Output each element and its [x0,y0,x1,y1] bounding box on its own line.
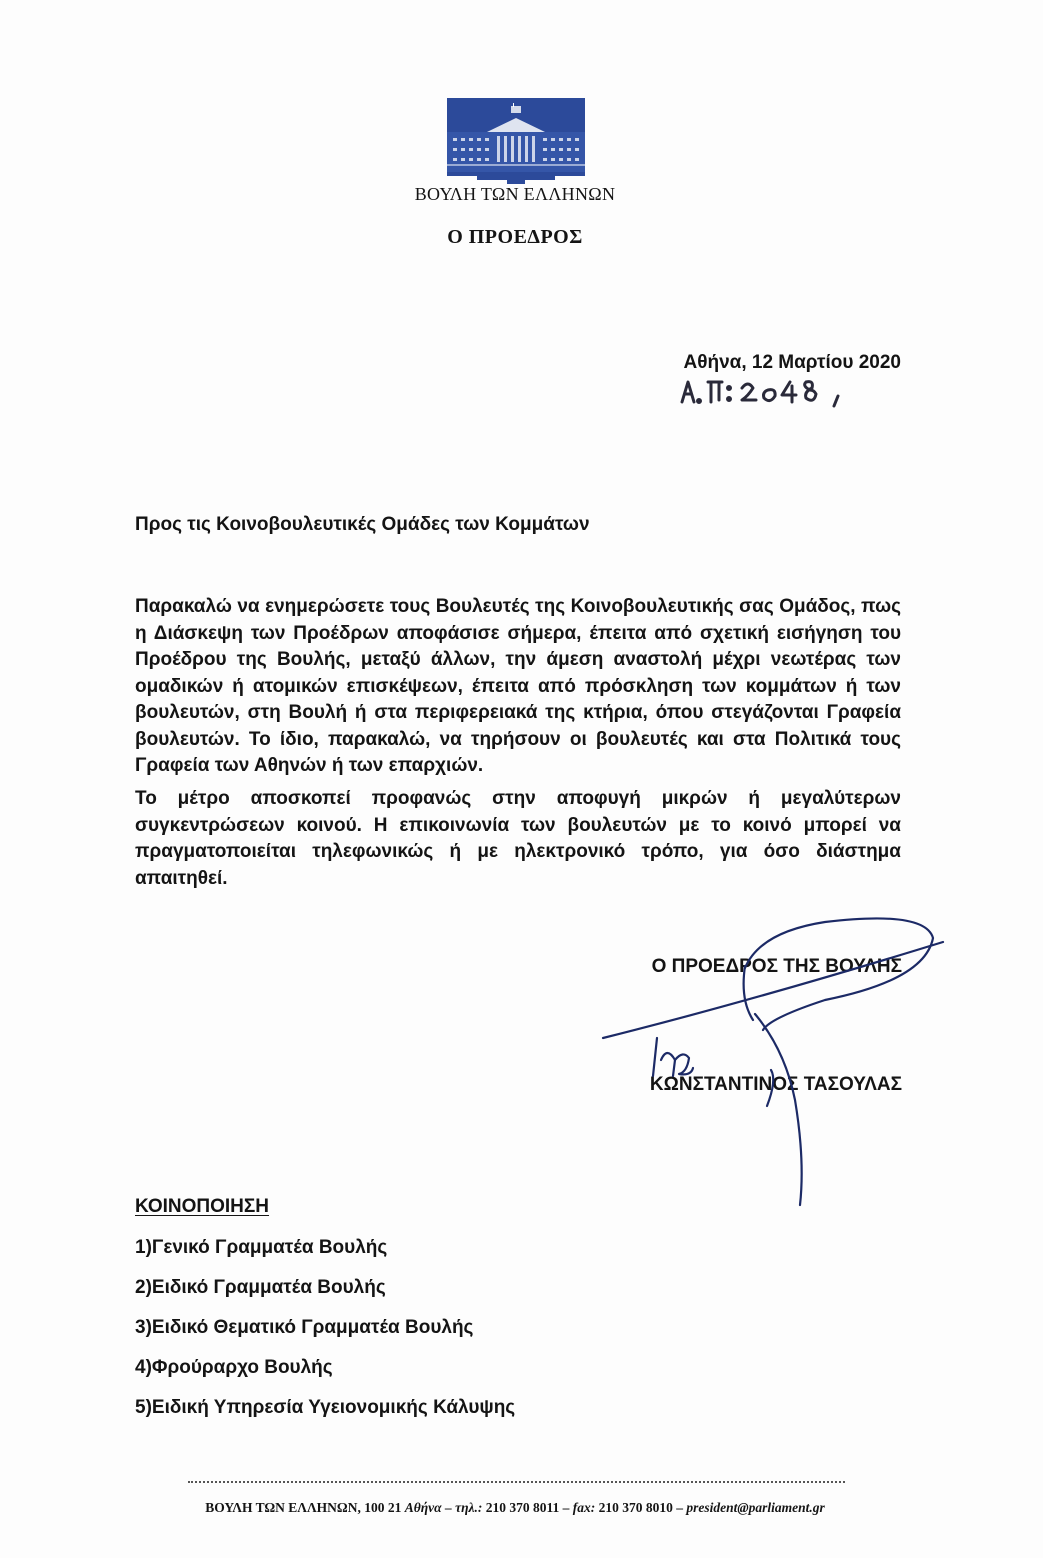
footer-city: Αθήνα – τηλ.: [404,1500,483,1515]
date-line: Αθήνα, 12 Μαρτίου 2020 [683,352,901,373]
footer-phone: 210 370 8011 – [482,1500,573,1515]
recipient-line: Προς τις Κοινοβουλευτικές Ομάδες των Κομμάτων [135,514,590,535]
list-item: 2)Ειδικό Γραμματέα Βουλής [135,1277,386,1298]
footer-contact [0,1500,1030,1516]
footer-divider [188,1481,845,1483]
organization-name: ΒΟΥΛΗ ΤΩΝ ΕΛΛΗΝΩΝ [414,184,616,204]
office-title: Ο ΠΡΟΕΔΡΟΣ [447,226,583,248]
list-item: 5)Ειδική Υπηρεσία Υγειονομικής Κάλυψης [135,1397,516,1418]
signatory-name: ΚΩΝΣΤΑΝΤΙΝΟΣ ΤΑΣΟΥΛΑΣ [649,1074,902,1095]
footer-address: ΒΟΥΛΗ ΤΩΝ ΕΛΛΗΝΩΝ, 100 21 [205,1500,405,1515]
cc-heading: ΚΟΙΝΟΠΟΙΗΣΗ [135,1196,270,1217]
list-item: 1)Γενικό Γραμματέα Βουλής [135,1237,388,1258]
signatory-title: Ο ΠΡΟΕΔΡΟΣ ΤΗΣ ΒΟΥΛΗΣ [651,956,902,977]
list-item: 3)Ειδικό Θεματικό Γραμματέα Βουλής [135,1317,474,1338]
list-item: 4)Φρούραρχο Βουλής [135,1357,333,1378]
footer-fax: 210 370 8010 – [595,1500,687,1515]
handwritten-protocol-number [678,374,858,410]
parliament-logo-icon [447,98,585,184]
footer-fax-label: fax: [572,1500,596,1515]
footer-email: president@parliament.gr [686,1500,825,1515]
body-paragraph-2: Το μέτρο αποσκοπεί προφανώς στην αποφυγή μικρών ή μεγαλύτερων συγκεντρώσεων κοινού. Η επικοινωνία των βουλευτών με το κοινό μπορεί να πραγματοποιείται τηλεφωνικώς ή με ηλεκτρονικό τρόπο, για όσο διάστημα απαιτηθεί. [135,788,901,889]
handwritten-signature-icon [595,910,950,1210]
body-paragraph-1: Παρακαλώ να ενημερώσετε τους Βουλευτές της Κοινοβουλευτικής σας Ομάδος, πως η Διάσκεψη των Προέδρων αποφάσισε σήμερα, έπειτα από σχετική εισήγηση του Προέδρου της Βουλής, μεταξύ άλλων, την άμεση αναστολή μέχρι νεωτέρας των ομαδικών ή ατομικών επισκέψεων, έπειτα από πρόσκληση των κομμάτων ή των βουλευτών, στη Βουλή ή στα περιφερειακά της κτήρια, όπου στεγάζονται Γραφεία βουλευτών. Το ίδιο, παρακαλώ, να τηρήσουν οι βουλευτές και στα Πολιτικά τους Γραφεία των Αθηνών ή των επαρχιών. [135,596,901,776]
cc-list [135,1236,515,1436]
